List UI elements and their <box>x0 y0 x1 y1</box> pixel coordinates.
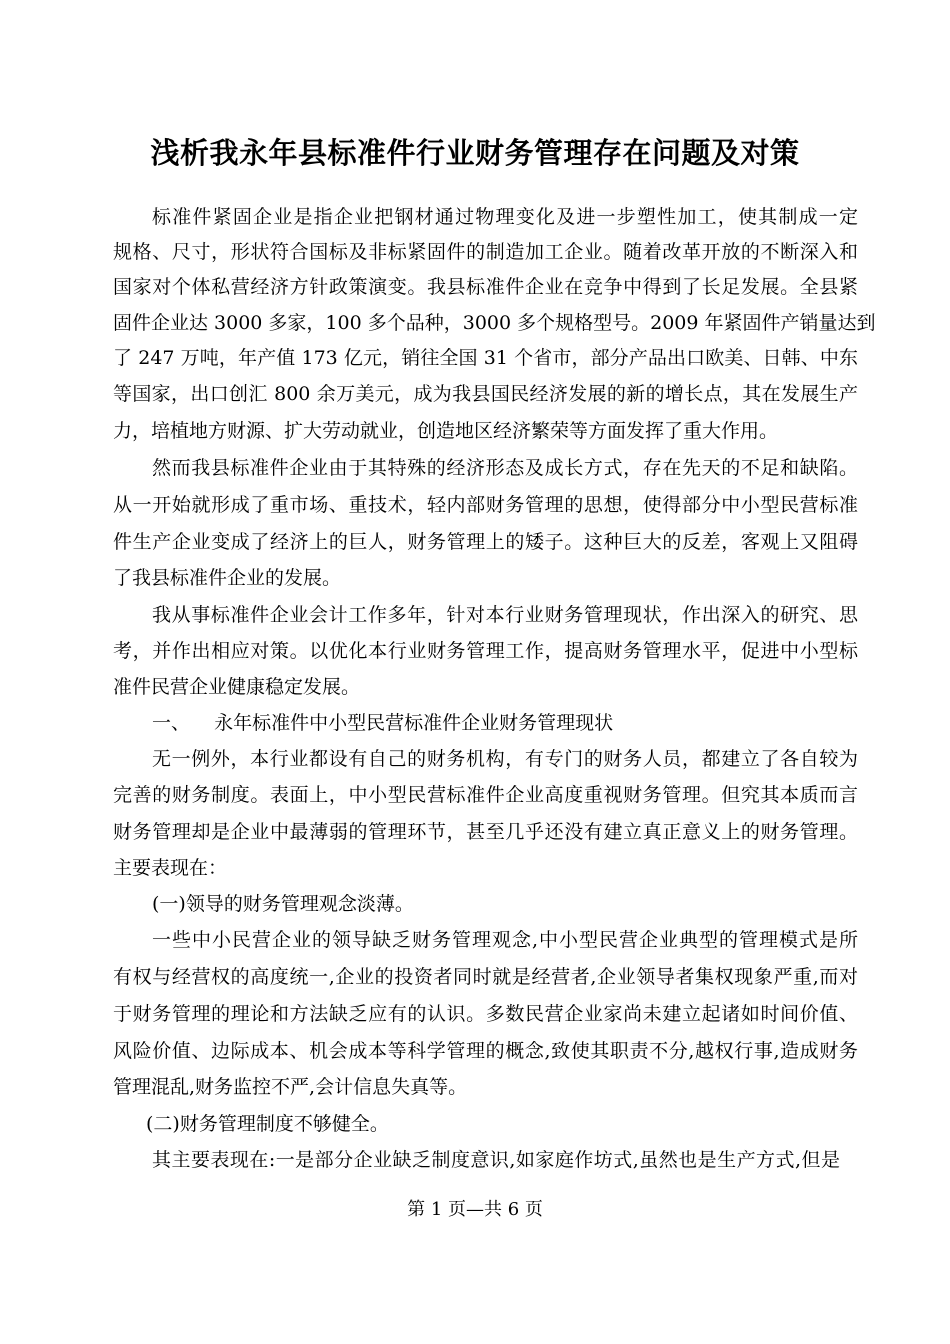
document-title: 浅析我永年县标准件行业财务管理存在问题及对策 <box>150 136 800 170</box>
paragraph-line: 固件企业达 3000 多家，100 多个品种，3000 多个规格型号。2009 年紧固件产销量达到 <box>113 312 876 334</box>
subsection-heading: (一)领导的财务管理观念淡薄。 <box>152 893 414 915</box>
subsection-heading: (二)财务管理制度不够健全。 <box>146 1113 389 1135</box>
paragraph-line: 从一开始就形成了重市场、重技术，轻内部财务管理的思想，使得部分中小型民营标准 <box>113 494 858 516</box>
paragraph-line: 件生产企业变成了经济上的巨人，财务管理上的矮子。这种巨大的反差，客观上又阻碍 <box>113 531 858 553</box>
paragraph-line: 国家对个体私营经济方针政策演变。我县标准件企业在竞争中得到了长足发展。全县紧 <box>113 276 858 298</box>
paragraph-line: 完善的财务制度。表面上，中小型民营标准件企业高度重视财务管理。但究其本质而言 <box>113 784 858 806</box>
paragraph-line: 一些中小民营企业的领导缺乏财务管理观念,中小型民营企业典型的管理模式是所 <box>152 929 858 951</box>
paragraph-line: 规格、尺寸，形状符合国标及非标紧固件的制造加工企业。随着改革开放的不断深入和 <box>113 241 858 263</box>
paragraph-line: 我从事标准件企业会计工作多年，针对本行业财务管理现状，作出深入的研究、思 <box>152 604 858 626</box>
paragraph-line: 了我县标准件企业的发展。 <box>113 567 342 589</box>
paragraph-line: 然而我县标准件企业由于其特殊的经济形态及成长方式，存在先天的不足和缺陷。 <box>152 457 858 479</box>
paragraph-line: 准件民营企业健康稳定发展。 <box>113 676 361 698</box>
paragraph-line: 于财务管理的理论和方法缺乏应有的认识。多数民营企业家尚未建立起诸如时间价值、 <box>113 1003 858 1025</box>
paragraph-line: 财务管理却是企业中最薄弱的管理环节，甚至几乎还没有建立真正意义上的财务管理。 <box>113 821 858 843</box>
page-footer: 第 1 页—共 6 页 <box>407 1199 543 1220</box>
paragraph-line: 无一例外，本行业都设有自己的财务机构，有专门的财务人员，都建立了各自较为 <box>152 748 858 770</box>
paragraph-line: 有权与经营权的高度统一,企业的投资者同时就是经营者,企业领导者集权现象严重,而对 <box>113 966 858 988</box>
section-heading: 一、 永年标准件中小型民营标准件企业财务管理现状 <box>152 712 614 734</box>
paragraph-line: 了 247 万吨，年产值 173 亿元，销往全国 31 个省市，部分产品出口欧美、日韩、中东 <box>113 347 858 369</box>
paragraph-line: 管理混乱,财务监控不严,会计信息失真等。 <box>113 1076 468 1098</box>
paragraph-line: 主要表现在： <box>113 857 228 879</box>
paragraph-line: 其主要表现在:一是部分企业缺乏制度意识,如家庭作坊式,虽然也是生产方式,但是 <box>152 1149 840 1171</box>
paragraph-line: 等国家，出口创汇 800 余万美元，成为我县国民经济发展的新的增长点，其在发展生产 <box>113 383 858 405</box>
paragraph-line: 风险价值、边际成本、机会成本等科学管理的概念,致使其职责不分,越权行事,造成财务 <box>113 1040 858 1062</box>
paragraph-line: 考，并作出相应对策。以优化本行业财务管理工作，提高财务管理水平，促进中小型标 <box>113 640 858 662</box>
paragraph-line: 力，培植地方财源、扩大劳动就业，创造地区经济繁荣等方面发挥了重大作用。 <box>113 420 779 442</box>
paragraph-line: 标准件紧固企业是指企业把钢材通过物理变化及进一步塑性加工，使其制成一定 <box>152 206 858 228</box>
